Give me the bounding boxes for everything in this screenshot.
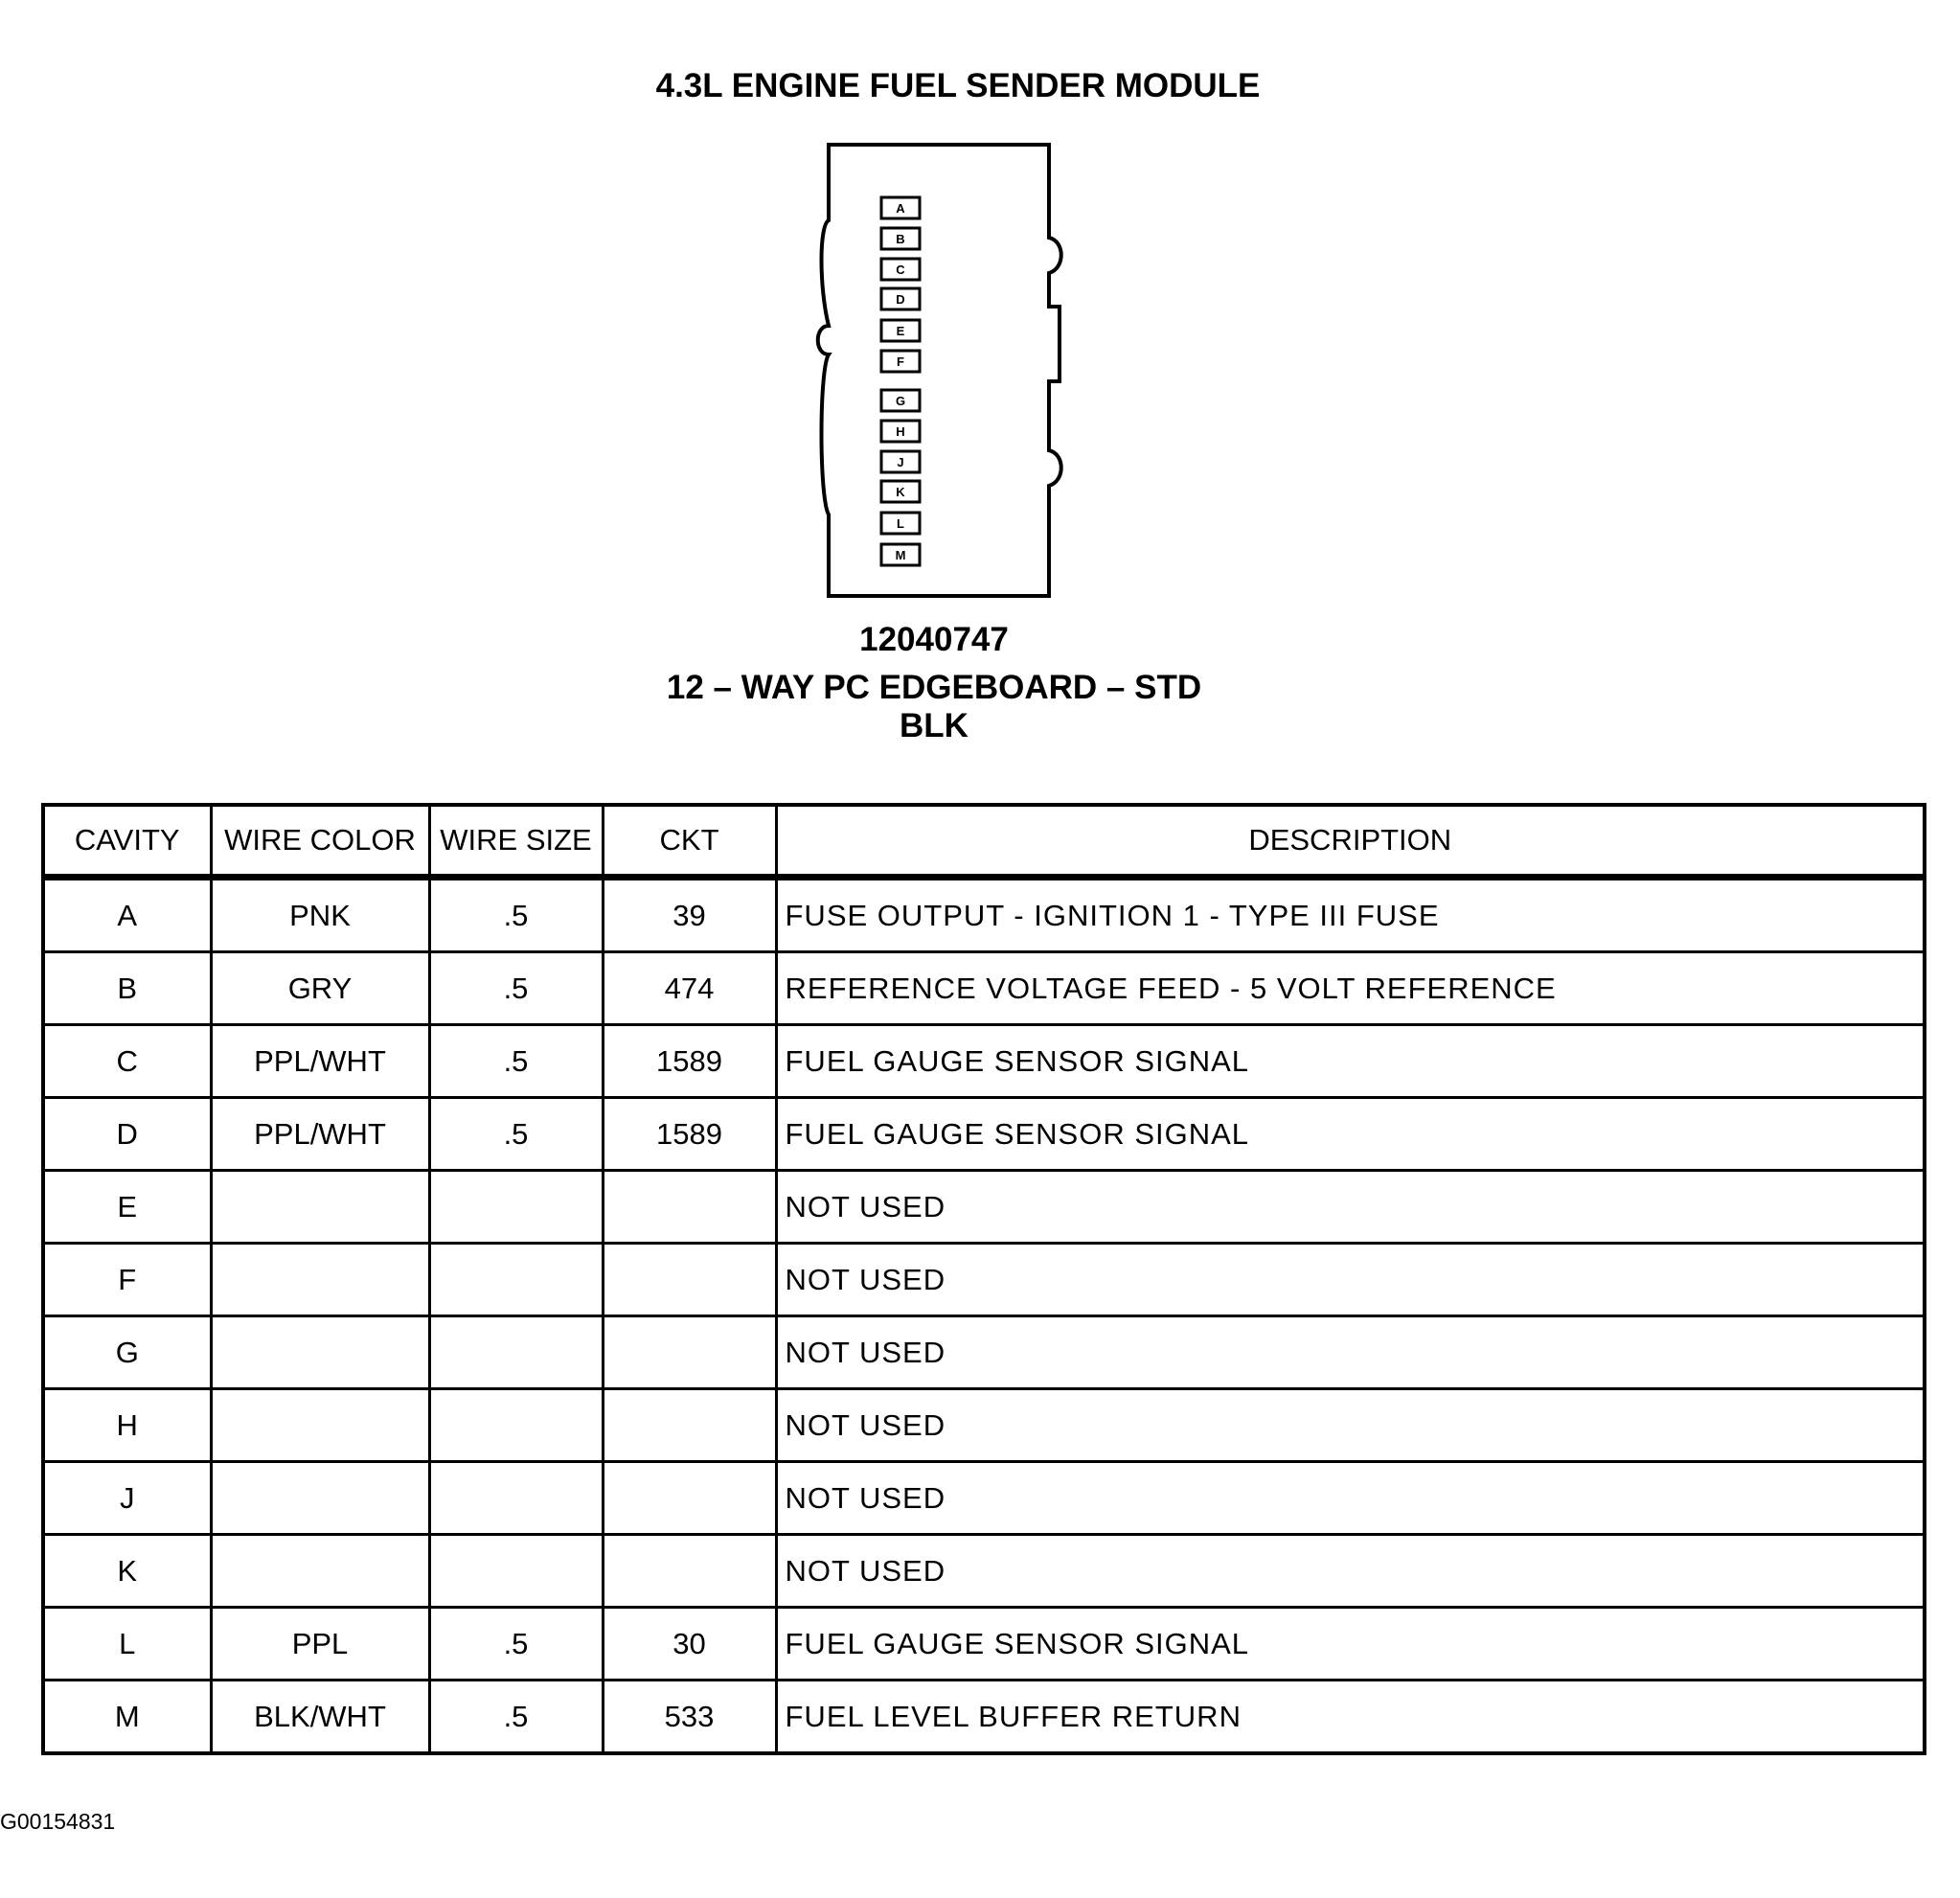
cell-ckt: 474: [603, 952, 776, 1025]
connector-pin: [881, 451, 920, 472]
pin-label: K: [896, 485, 905, 499]
pin-label: E: [896, 324, 905, 338]
cell-description: [776, 952, 1925, 1025]
cell-cavity: L: [43, 1608, 211, 1681]
header-wire-size: WIRE SIZE: [429, 805, 603, 878]
cell-description: [776, 1535, 1925, 1608]
cell-description: [776, 1025, 1925, 1098]
description-text: NOT USED: [785, 1553, 946, 1588]
pin-label: L: [897, 516, 904, 531]
cell-ckt: [603, 1316, 776, 1389]
description-text: NOT USED: [785, 1189, 946, 1223]
description-text: NOT USED: [785, 1262, 946, 1296]
pin-label: C: [896, 263, 905, 277]
cell-wire-color: BLK/WHT: [211, 1681, 429, 1754]
header-description: DESCRIPTION: [776, 805, 1925, 878]
cell-wire-size: .5: [429, 878, 603, 952]
description-text: FUEL GAUGE SENSOR SIGNAL: [785, 1043, 1250, 1078]
figure-id: G00154831: [0, 1809, 116, 1834]
connector-outline: [818, 145, 1061, 596]
table-row: [43, 1098, 1925, 1171]
cell-ckt: [603, 1535, 776, 1608]
cell-description: [776, 1608, 1925, 1681]
connector-type: 12 – WAY PC EDGEBOARD – STD: [666, 669, 1202, 706]
table-row: [43, 952, 1925, 1025]
header-cavity: CAVITY: [43, 805, 211, 878]
cell-cavity: A: [43, 878, 211, 952]
table-row: [43, 1025, 1925, 1098]
description-text: FUEL LEVEL BUFFER RETURN: [785, 1699, 1242, 1733]
diagram-title: 4.3L ENGINE FUEL SENDER MODULE: [655, 67, 1261, 104]
connector-pin: [881, 544, 920, 565]
cell-cavity: F: [43, 1244, 211, 1316]
table-row: [43, 878, 1925, 952]
pin-label: G: [895, 394, 906, 408]
cell-cavity: C: [43, 1025, 211, 1098]
cell-wire-color: [211, 1462, 429, 1535]
cell-wire-size: .5: [429, 1098, 603, 1171]
connector-part-number: 12040747: [859, 621, 1009, 658]
cell-wire-size: .5: [429, 952, 603, 1025]
cell-description: [776, 878, 1925, 952]
cell-wire-color: [211, 1389, 429, 1462]
connector-pin: [881, 513, 920, 534]
cell-ckt: [603, 1462, 776, 1535]
cell-ckt: [603, 1244, 776, 1316]
cell-description: [776, 1681, 1925, 1754]
cell-wire-size: [429, 1462, 603, 1535]
cell-ckt: [603, 1389, 776, 1462]
description-text: NOT USED: [785, 1407, 946, 1442]
pinout-table: [41, 803, 1926, 1755]
cell-ckt: 30: [603, 1608, 776, 1681]
cell-wire-color: PNK: [211, 878, 429, 952]
description-text: NOT USED: [785, 1335, 946, 1369]
cell-ckt: 533: [603, 1681, 776, 1754]
cell-cavity: H: [43, 1389, 211, 1462]
cell-wire-size: [429, 1316, 603, 1389]
cell-wire-size: [429, 1244, 603, 1316]
cell-description: [776, 1098, 1925, 1171]
cell-wire-size: [429, 1535, 603, 1608]
connector-pin: [881, 259, 920, 280]
cell-wire-size: .5: [429, 1681, 603, 1754]
cell-wire-color: PPL: [211, 1608, 429, 1681]
cell-cavity: G: [43, 1316, 211, 1389]
cell-ckt: 1589: [603, 1025, 776, 1098]
pin-label: B: [896, 232, 905, 246]
connector-color: BLK: [900, 707, 969, 744]
cell-wire-color: GRY: [211, 952, 429, 1025]
table-row: [43, 1244, 1925, 1316]
cell-ckt: 39: [603, 878, 776, 952]
table-row: [43, 1462, 1925, 1535]
cell-description: [776, 1171, 1925, 1244]
cell-wire-color: PPL/WHT: [211, 1025, 429, 1098]
table-row: [43, 1535, 1925, 1608]
cell-ckt: [603, 1171, 776, 1244]
header-wire-color: WIRE COLOR: [211, 805, 429, 878]
connector-pin: [881, 390, 920, 411]
cell-cavity: E: [43, 1171, 211, 1244]
cell-wire-size: .5: [429, 1608, 603, 1681]
table-row: [43, 1389, 1925, 1462]
cell-description: [776, 1244, 1925, 1316]
cell-wire-color: [211, 1171, 429, 1244]
cell-cavity: K: [43, 1535, 211, 1608]
connector-pin: [881, 288, 920, 309]
cell-description: [776, 1462, 1925, 1535]
table-row: [43, 1171, 1925, 1244]
pin-label: M: [895, 548, 906, 562]
description-text: FUEL GAUGE SENSOR SIGNAL: [785, 1116, 1250, 1151]
cell-ckt: 1589: [603, 1098, 776, 1171]
cell-cavity: D: [43, 1098, 211, 1171]
cell-wire-color: PPL/WHT: [211, 1098, 429, 1171]
table-row: [43, 1681, 1925, 1754]
cell-description: [776, 1389, 1925, 1462]
description-text: REFERENCE VOLTAGE FEED - 5 VOLT REFERENCE: [785, 971, 1557, 1005]
cell-cavity: M: [43, 1681, 211, 1754]
header-ckt: CKT: [603, 805, 776, 878]
description-text: FUEL GAUGE SENSOR SIGNAL: [785, 1626, 1250, 1660]
cell-wire-size: [429, 1171, 603, 1244]
pin-label: D: [896, 292, 905, 307]
connector-pin: [881, 351, 920, 372]
table-header-row: [43, 805, 1925, 878]
connector-pin: [881, 481, 920, 502]
connector-pin: [881, 320, 920, 341]
cell-wire-color: [211, 1244, 429, 1316]
description-text: NOT USED: [785, 1480, 946, 1515]
connector-diagram: [805, 134, 1092, 613]
cell-wire-size: .5: [429, 1025, 603, 1098]
connector-pin: [881, 197, 920, 218]
description-text: FUSE OUTPUT - IGNITION 1 - TYPE III FUSE: [785, 898, 1440, 932]
connector-pin: [881, 421, 920, 442]
cell-cavity: J: [43, 1462, 211, 1535]
connector-pins: [881, 197, 920, 565]
cell-wire-color: [211, 1316, 429, 1389]
pin-label: H: [896, 424, 905, 439]
connector-pin: [881, 228, 920, 249]
pin-label: F: [897, 354, 904, 369]
pin-label: J: [897, 455, 904, 469]
table-row: [43, 1608, 1925, 1681]
cell-wire-color: [211, 1535, 429, 1608]
pin-label: A: [896, 201, 905, 216]
table-row: [43, 1316, 1925, 1389]
cell-cavity: B: [43, 952, 211, 1025]
cell-description: [776, 1316, 1925, 1389]
cell-wire-size: [429, 1389, 603, 1462]
